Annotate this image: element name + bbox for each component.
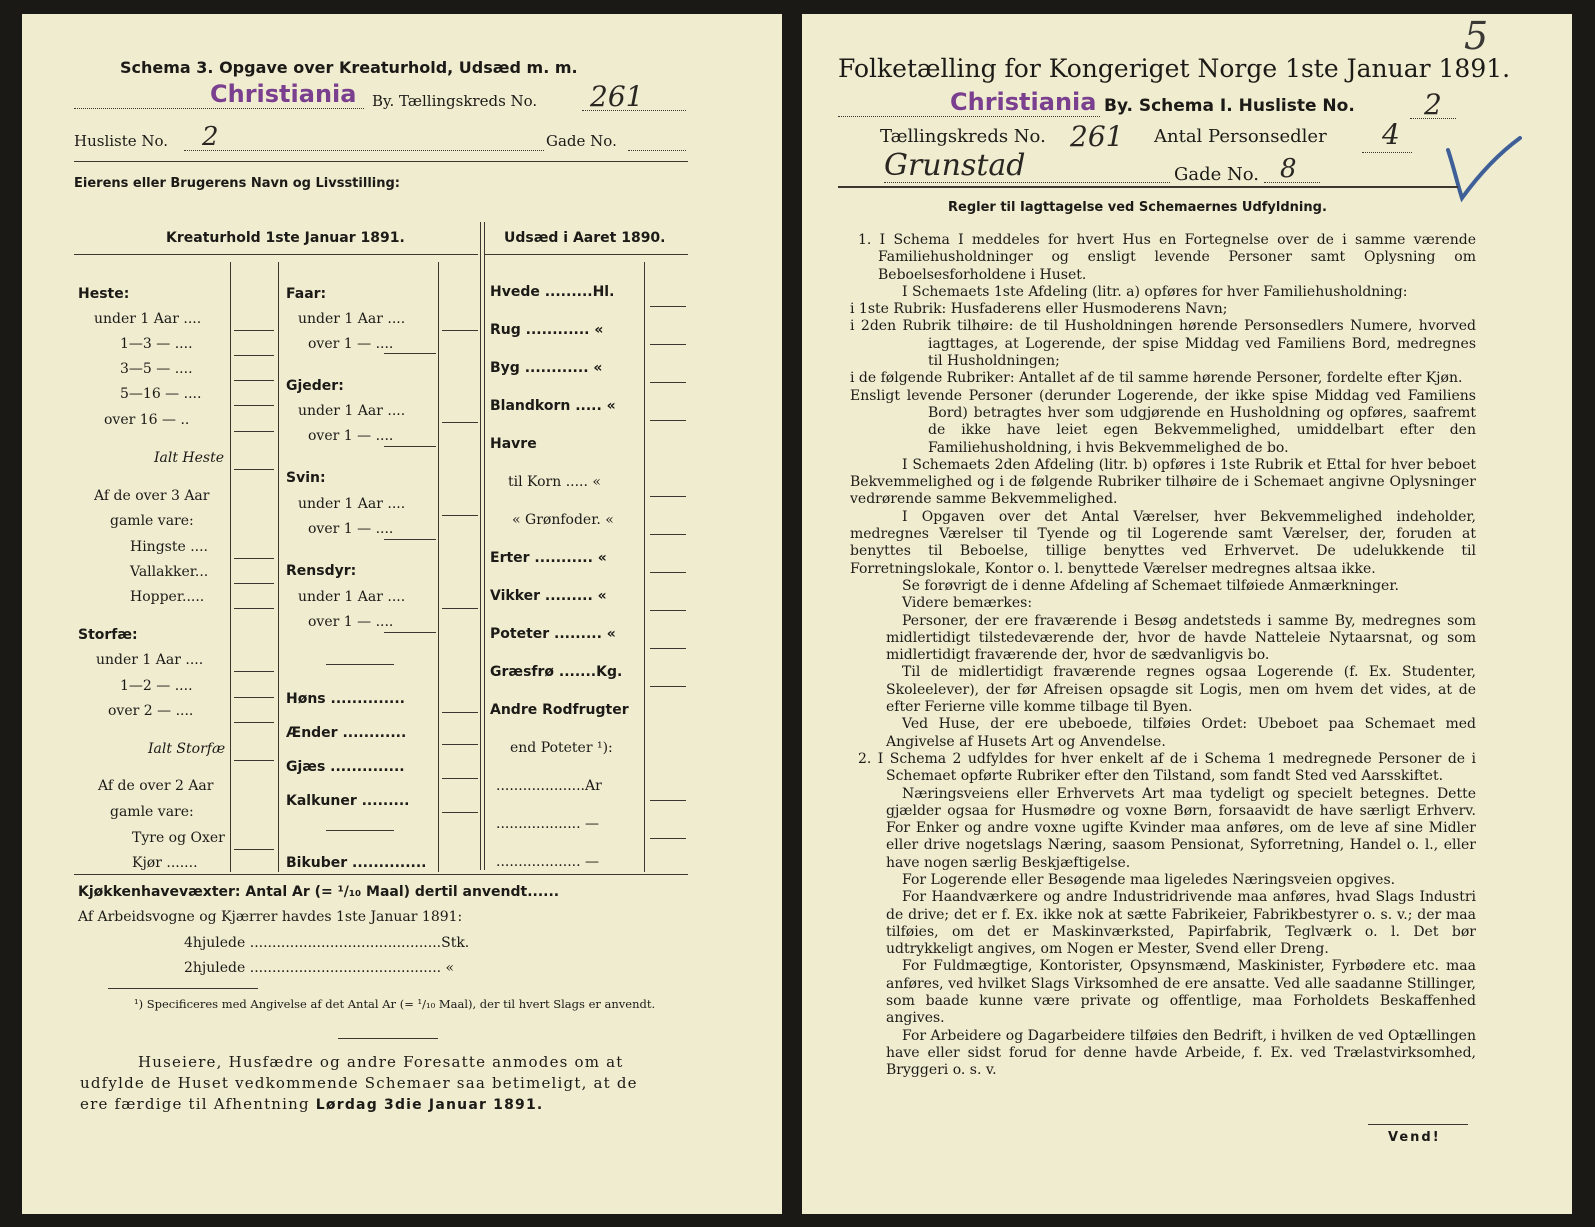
heste-sub-heading: gamle vare: <box>110 513 194 529</box>
rule-paragraph: I Schemaets 2den Afdeling (litr. b) opføres i 1ste Rubrik et Ettal for hver beboet Bekvemmelighed og i de følgende Rubriker tilhøire de i Schemaet angivne Oplysninger vedrørende samme Bekvemmelighed. <box>850 456 1476 508</box>
rule-header-right <box>484 254 688 255</box>
storfae-row: 1—2 — .... <box>120 678 193 694</box>
dash-row: ................... — <box>496 816 600 832</box>
bikuber-row: Bikuber .............. <box>286 855 427 871</box>
closing-line-3-text: ere færdige til Afhentning <box>80 1095 316 1113</box>
col1-sep-a <box>230 262 231 872</box>
rensdyr-heading: Rensdyr: <box>286 563 357 579</box>
storfae-sub-heading: Af de over 2 Aar <box>98 778 214 794</box>
gjaes-row: Gjæs .............. <box>286 759 405 775</box>
heste-total: Ialt Heste <box>154 450 225 466</box>
rug-row: Rug ............ « <box>490 322 604 338</box>
closing-line-2: udfylde de Huset vedkommende Schemaer saa betimeligt, at de <box>80 1074 638 1092</box>
gjeder-heading: Gjeder: <box>286 378 344 394</box>
aender-row: Ænder ............ <box>286 725 407 741</box>
kjokkenhave-line <box>78 884 559 900</box>
cell-line <box>442 712 478 713</box>
rule-paragraph: Videre bemærkes: <box>902 595 1033 612</box>
end-poteter: end Poteter ¹): <box>510 740 613 756</box>
cell-line <box>234 760 274 761</box>
cell-line <box>442 515 478 516</box>
graesfro-row: Græsfrø .......Kg. <box>490 664 623 680</box>
havre-heading: Havre <box>490 436 537 452</box>
footnote-rule <box>108 988 258 989</box>
cell-line <box>384 632 436 633</box>
rensdyr-row: under 1 Aar .... <box>298 589 406 605</box>
rule-paragraph: For Logerende eller Besøgende maa ligeledes Næringsveien opgives. <box>902 871 1396 888</box>
hjul2-line: 2hjulede ........................................... « <box>184 960 455 976</box>
cell-line <box>650 838 686 839</box>
rule-paragraph: For Haandværkere og andre Industridrivende maa anføres, hvad Slags Industri de drive; det er f. Ex. ikke nok at sætte Fabrikeier, Fabrikbestyrer o. s. v.; der maa tilføies, om det er Maskinværksted, Papirfabrik, Teglværk o. l. Det bør udtrykkeligt angives, om Nogen er Mester, Svend eller Dreng. <box>886 889 1476 958</box>
blandkorn-row: Blandkorn ..... « <box>490 398 616 414</box>
heste-sub-row: Hopper..... <box>130 589 205 605</box>
cell-line <box>234 671 274 672</box>
kalkuner-row: Kalkuner ......... <box>286 793 410 809</box>
antal-personsedler: 4 <box>1382 118 1400 151</box>
census-title: Folketælling for Kongeriget Norge 1ste Januar 1891. <box>838 54 1511 83</box>
cell-line <box>442 744 478 745</box>
cell-line <box>650 800 686 801</box>
hjul4-line: 4hjulede ...........................................Stk. <box>184 935 470 951</box>
cell-line <box>650 648 686 649</box>
hvede-row: Hvede .........Hl. <box>490 284 615 300</box>
divider-udsaed <box>480 222 481 870</box>
erter-row: Erter ........... « <box>490 550 607 566</box>
antal-label: Antal Personsedler <box>1154 126 1327 147</box>
husliste-label: Husliste No. <box>74 132 169 150</box>
cell-line <box>234 608 274 609</box>
divider-udsaed-2 <box>484 222 485 870</box>
cell-line <box>234 849 274 850</box>
rule-paragraph: i 1ste Rubrik: Husfaderens eller Husmoderens Navn; <box>850 301 1228 318</box>
page-number: 5 <box>1464 14 1489 58</box>
rule-paragraph: 1. I Schema I meddeles for hvert Hus en Fortegnelse over de i samme værende Familiehusholdninger og ensligt levende Personer samt Oplysning om Beboelsesforholdene i Huset. <box>858 232 1476 283</box>
rule-paragraph: i 2den Rubrik tilhøire: de til Husholdningen hørende Personsedlers Numere, hvorved iagttages, at Logerende, der spise Middag ved Familiens Bord, medregnes til Husholdningen; <box>850 318 1476 370</box>
cell-line <box>234 722 274 723</box>
rule-paragraph: I Opgaven over det Antal Værelser, hver Bekvemmelighed indeholder, medregnes Værelser til Tyende og til Logerende samt Værelser, der, foruden at benyttes til Beboelse, tillige benyttes ved Erhvervet. De udelukkende til Forretningslokale, Kontor o. l. benyttede Værelser medregnes altsaa ikke. <box>850 508 1476 577</box>
gade-label-right: Gade No. <box>1174 164 1259 185</box>
cell-line <box>234 405 274 406</box>
svin-heading: Svin: <box>286 470 326 486</box>
rule-paragraph: i de følgende Rubriker: Antallet af de til samme hørende Personer, fordelte efter Kjøn. <box>850 370 1463 387</box>
storfae-sub-row: Kjør ....... <box>132 855 198 871</box>
svin-row: under 1 Aar .... <box>298 496 406 512</box>
storfae-sub-row: Tyre og Oxer <box>132 830 225 846</box>
cell-line <box>650 686 686 687</box>
gade-label: Gade No. <box>546 132 617 150</box>
cell-line <box>234 431 274 432</box>
vend-rule <box>1368 1124 1468 1125</box>
rule-paragraph: Næringsveiens eller Erhvervets Art maa tydeligt og specielt betegnes. Dette gjælder ogsaa for Husmødre og voxne Børn, forsaavidt de have særligt Erhverv. For Enker og andre voxne ugifte Kvinder maa anføres, om de leve af sine Midler eller drive nogetslags Næring, saasom Pensionat, Syforretning, Handel o. l., eller have nogen særlig Beskjæftigelse. <box>886 785 1476 871</box>
city-stamp-right: Christiania <box>950 88 1097 116</box>
by-kreds-label: By. Tællingskreds No. <box>372 92 538 110</box>
udsaed-header: Udsæd i Aaret 1890. <box>504 230 666 246</box>
rule-paragraph: Til de midlertidigt fraværende regnes ogsaa Logerende (f. Ex. Studenter, Skoleelever), der før Afreisen opsagde sit Logis, men om hvem det vides, at de efter Ferierne ville komme tilbage til Byen. <box>886 664 1476 716</box>
cell-line <box>234 697 274 698</box>
city-line-right <box>838 116 1100 117</box>
street-name: Grunstad <box>884 148 1026 183</box>
cell-line <box>442 778 478 779</box>
cell-line <box>234 469 274 470</box>
vend-label: Vend! <box>1388 1130 1441 1145</box>
kreaturhold-header: Kreaturhold 1ste Januar 1891. <box>166 230 405 246</box>
col3-sep <box>644 262 645 872</box>
closing-line-1: Huseiere, Husfædre og andre Foresatte anmodes om at <box>138 1053 624 1071</box>
separator <box>326 830 394 831</box>
rule-top <box>74 161 688 162</box>
kreds-label-right: Tællingskreds No. <box>880 126 1046 147</box>
heste-row: under 1 Aar .... <box>94 311 202 327</box>
closing-date: Lørdag 3die Januar 1891. <box>315 1097 544 1113</box>
rule-top-right <box>838 186 1458 188</box>
footnote: ¹) Specificeres med Angivelse af det Antal Ar (= ¹/₁₀ Maal), der til hvert Slags er anvendt. <box>134 997 656 1011</box>
rule-paragraph: For Arbeidere og Dagarbeidere tilføies den Bedrift, i hvilken de ved Optællingen have eller sidst forud for denne havde Arbeide, f. Ex. ved Trælastvirksomhed, Bryggeri o. s. v. <box>886 1027 1476 1079</box>
rule-table-bottom <box>74 874 688 875</box>
heste-row: over 16 — .. <box>104 412 190 428</box>
kreds-number: 261 <box>590 80 644 113</box>
rule-paragraph: Personer, der ere fraværende i Besøg andetsteds i samme By, medregnes som midlertidigt tilstedeværende der, hvor de havde Natteleie Nytaarsnat, og som midlertidigt fraværende der, hvor de sædvanligvis bo. <box>886 612 1476 664</box>
storfae-row: under 1 Aar .... <box>96 652 204 668</box>
rule-header-left <box>74 254 478 255</box>
heste-sub-row: Vallakker... <box>130 564 209 580</box>
cell-line <box>234 558 274 559</box>
by-schema-label: By. Schema I. Husliste No. <box>1104 96 1355 116</box>
city-stamp: Christiania <box>210 80 357 108</box>
husliste-line <box>184 150 544 151</box>
rule-paragraph: Ved Huse, der ere ubeboede, tilføies Ordet: Ubeboet paa Schemaet med Angivelse af Husets Art og Anvendelse. <box>886 716 1476 750</box>
closing-note <box>80 1052 698 1116</box>
col2-sep <box>438 262 439 872</box>
gade-line-right <box>1264 182 1320 183</box>
cell-line <box>442 330 478 331</box>
faar-row: under 1 Aar .... <box>298 311 406 327</box>
closing-line-3 <box>80 1094 698 1116</box>
city-line <box>74 108 364 109</box>
cell-line <box>650 382 686 383</box>
owner-label: Eierens eller Brugerens Navn og Livsstilling: <box>74 176 400 191</box>
heste-row: 1—3 — .... <box>120 336 193 352</box>
gade-line <box>628 150 686 151</box>
heste-row: 3—5 — .... <box>120 361 193 377</box>
cell-line <box>650 610 686 611</box>
heste-heading: Heste: <box>78 286 130 302</box>
heste-sub-heading: Af de over 3 Aar <box>94 488 210 504</box>
gade-number-right: 8 <box>1280 154 1297 184</box>
separator <box>326 664 394 665</box>
gjeder-row: under 1 Aar .... <box>298 403 406 419</box>
husliste-number: 2 <box>202 122 219 152</box>
husliste-line-right <box>1410 118 1456 119</box>
gronfoder-row: « Grønfoder. « <box>512 512 614 528</box>
kreds-number-right: 261 <box>1070 120 1124 153</box>
storfae-total: Ialt Storfæ <box>148 741 226 757</box>
cell-line <box>234 380 274 381</box>
poteter-row: Poteter ......... « <box>490 626 616 642</box>
faar-heading: Faar: <box>286 286 327 302</box>
cell-line <box>384 446 436 447</box>
cell-line <box>650 534 686 535</box>
antal-line <box>1362 152 1412 153</box>
closing-rule <box>338 1038 438 1039</box>
storfae-row: over 2 — .... <box>108 703 194 719</box>
andre-rodfrugter: Andre Rodfrugter <box>490 702 629 718</box>
cell-line <box>650 496 686 497</box>
hons-row: Høns .............. <box>286 691 405 707</box>
rules-text <box>850 232 1476 1080</box>
storfae-heading: Storfæ: <box>78 627 138 643</box>
kreds-line <box>582 110 686 111</box>
cell-line <box>384 539 436 540</box>
til-korn-row: til Korn ..... « <box>508 474 601 490</box>
faar-row: over 1 — .... <box>308 336 394 352</box>
cell-line <box>650 420 686 421</box>
svin-row: over 1 — .... <box>308 521 394 537</box>
dash-row: ................... — <box>496 854 600 870</box>
schema3-title: Schema 3. Opgave over Kreaturhold, Udsæd m. m. <box>120 58 578 77</box>
storfae-sub-heading: gamle vare: <box>110 804 194 820</box>
rule-paragraph: For Fuldmægtige, Kontorister, Opsynsmænd, Maskinister, Fyrbødere etc. maa anføres, ved hvilket Slags Virksomhed de ere ansatte. Ved alle saadanne Stillinger, som baade kunne være private og offentlige, maa Forholdets Beskaffenhed angives. <box>886 958 1476 1027</box>
left-page <box>22 14 782 1214</box>
checkmark-icon <box>1442 132 1526 206</box>
rensdyr-row: over 1 — .... <box>308 614 394 630</box>
arbeidsvogne-line: Af Arbeidsvogne og Kjærrer havdes 1ste Januar 1891: <box>78 909 463 925</box>
byg-row: Byg ............ « <box>490 360 603 376</box>
cell-line <box>442 812 478 813</box>
gjeder-row: over 1 — .... <box>308 428 394 444</box>
rule-paragraph: I Schemaets 1ste Afdeling (litr. a) opføres for hver Familiehusholdning: <box>902 283 1408 300</box>
cell-line <box>234 330 274 331</box>
cell-line <box>442 422 478 423</box>
cell-line <box>384 353 436 354</box>
rule-paragraph: Ensligt levende Personer (derunder Logerende, der ikke spise Middag ved Familiens Bord) betragtes hver som udgjørende en Husholdning og opføres, saafremt de ikke have leiet egen Bekvemmelighed, umiddelbart efter den Familiehusholdning, i hvis Bekvemmelighed de bo. <box>850 387 1476 456</box>
cell-line <box>234 355 274 356</box>
street-line <box>884 182 1170 183</box>
heste-sub-row: Hingste .... <box>130 539 209 555</box>
kjokkenhave-text: Kjøkkenhavevæxter: Antal Ar (= ¹/₁₀ Maal) dertil anvendt...... <box>78 884 560 900</box>
ar-row: ....................Ar <box>496 778 602 794</box>
cell-line <box>442 608 478 609</box>
col1-sep-b <box>278 262 279 872</box>
cell-line <box>234 583 274 584</box>
rules-title: Regler til Iagttagelse ved Schemaernes Udfyldning. <box>948 200 1327 215</box>
heste-row: 5—16 — .... <box>120 386 202 402</box>
cell-line <box>650 344 686 345</box>
cell-line <box>650 306 686 307</box>
vikker-row: Vikker ......... « <box>490 588 607 604</box>
rule-paragraph: Se forøvrigt de i denne Afdeling af Schemaet tilføiede Anmærkninger. <box>902 577 1399 594</box>
rule-paragraph: 2. I Schema 2 udfyldes for hver enkelt af de i Schema 1 medregnede Personer de i Schemaet opførte Rubriker efter den Tilstand, som fandt Sted ved Aarsskiftet. <box>858 750 1476 785</box>
cell-line <box>650 572 686 573</box>
husliste-number-right: 2 <box>1424 88 1442 121</box>
right-page <box>802 14 1572 1214</box>
